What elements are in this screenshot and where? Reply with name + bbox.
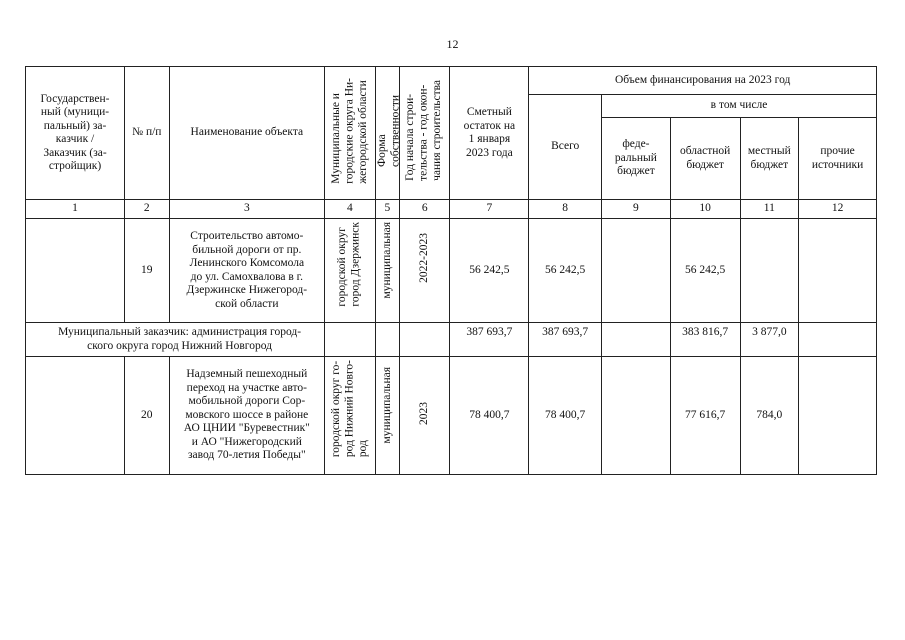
row-regional: 77 616,7 (670, 357, 740, 475)
header-municipality: Муниципальные и городские округа Ни- жегородской области (329, 77, 369, 184)
row-remaining: 56 242,5 (450, 219, 529, 323)
header-customer: Государствен- ный (муници- пальный) за- казчик / Заказчик (за- стройщик) (26, 67, 125, 200)
row-municipality: городской округ город Дзержинск (336, 222, 362, 307)
row-object: Строительство автомо- бильной дороги от пр. Ленинского Комсомола до ул. Самохвалова в г. Дзержинске Нижегород- ской области (169, 219, 325, 323)
financing-table (25, 66, 877, 475)
header-federal: феде- ральный бюджет (602, 118, 671, 200)
header-financing: Объем финансирования на 2023 год (529, 67, 877, 95)
column-number: 3 (169, 200, 325, 219)
row-total: 78 400,7 (529, 357, 602, 475)
header-num: № п/п (125, 67, 169, 200)
row-num: 19 (125, 219, 169, 323)
column-number-row (26, 200, 877, 219)
column-number: 4 (325, 200, 376, 219)
subtotal-label: Муниципальный заказчик: администрация город- ского округа город Нижний Новгород (26, 323, 325, 357)
row-local (740, 219, 799, 323)
header-years: Год начала строи- тельства - год окон- чания строительства (404, 80, 444, 182)
row-other (799, 219, 877, 323)
column-number: 1 (26, 200, 125, 219)
header-object-name: Наименование объекта (169, 67, 325, 200)
subtotal-remaining: 387 693,7 (450, 323, 529, 357)
row-num: 20 (125, 357, 169, 475)
row-federal (602, 357, 671, 475)
header-regional: областной бюджет (670, 118, 740, 200)
row-years: 2023 (417, 401, 430, 425)
row-total: 56 242,5 (529, 219, 602, 323)
column-number: 8 (529, 200, 602, 219)
subtotal-total: 387 693,7 (529, 323, 602, 357)
header-other: прочие источники (799, 118, 877, 200)
row-federal (602, 219, 671, 323)
column-number: 10 (670, 200, 740, 219)
row-object: Надземный пешеходный переход на участке авто- мобильной дороги Сор- мовского шоссе в районе АО ЦНИИ "Буревестник" и АО "Нижегородский завод 70-летия Победы" (169, 357, 325, 475)
column-number: 7 (450, 200, 529, 219)
column-number: 12 (799, 200, 877, 219)
subtotal-federal (602, 323, 671, 357)
subtotal-local: 3 877,0 (740, 323, 799, 357)
column-number: 5 (375, 200, 399, 219)
page-number: 12 (446, 37, 459, 51)
column-number: 2 (125, 200, 169, 219)
table-row (26, 219, 877, 323)
column-number: 6 (399, 200, 450, 219)
row-years: 2022-2023 (417, 233, 430, 283)
row-municipality: городской округ го- род Нижний Новго- род (329, 360, 369, 458)
subtotal-row (26, 323, 877, 357)
header-local: местный бюджет (740, 118, 799, 200)
column-number: 11 (740, 200, 799, 219)
row-remaining: 78 400,7 (450, 357, 529, 475)
row-regional: 56 242,5 (670, 219, 740, 323)
row-ownership: муниципальная (380, 367, 393, 444)
table-row (26, 357, 877, 475)
header-including: в том числе (602, 95, 877, 118)
header-total: Всего (529, 95, 602, 200)
header-ownership: Форма собственности (375, 94, 402, 167)
subtotal-regional: 383 816,7 (670, 323, 740, 357)
row-other (799, 357, 877, 475)
header-remaining: Сметный остаток на 1 января 2023 года (450, 67, 529, 200)
subtotal-other (799, 323, 877, 357)
row-local: 784,0 (740, 357, 799, 475)
column-number: 9 (602, 200, 671, 219)
row-ownership: муниципальная (380, 222, 393, 299)
